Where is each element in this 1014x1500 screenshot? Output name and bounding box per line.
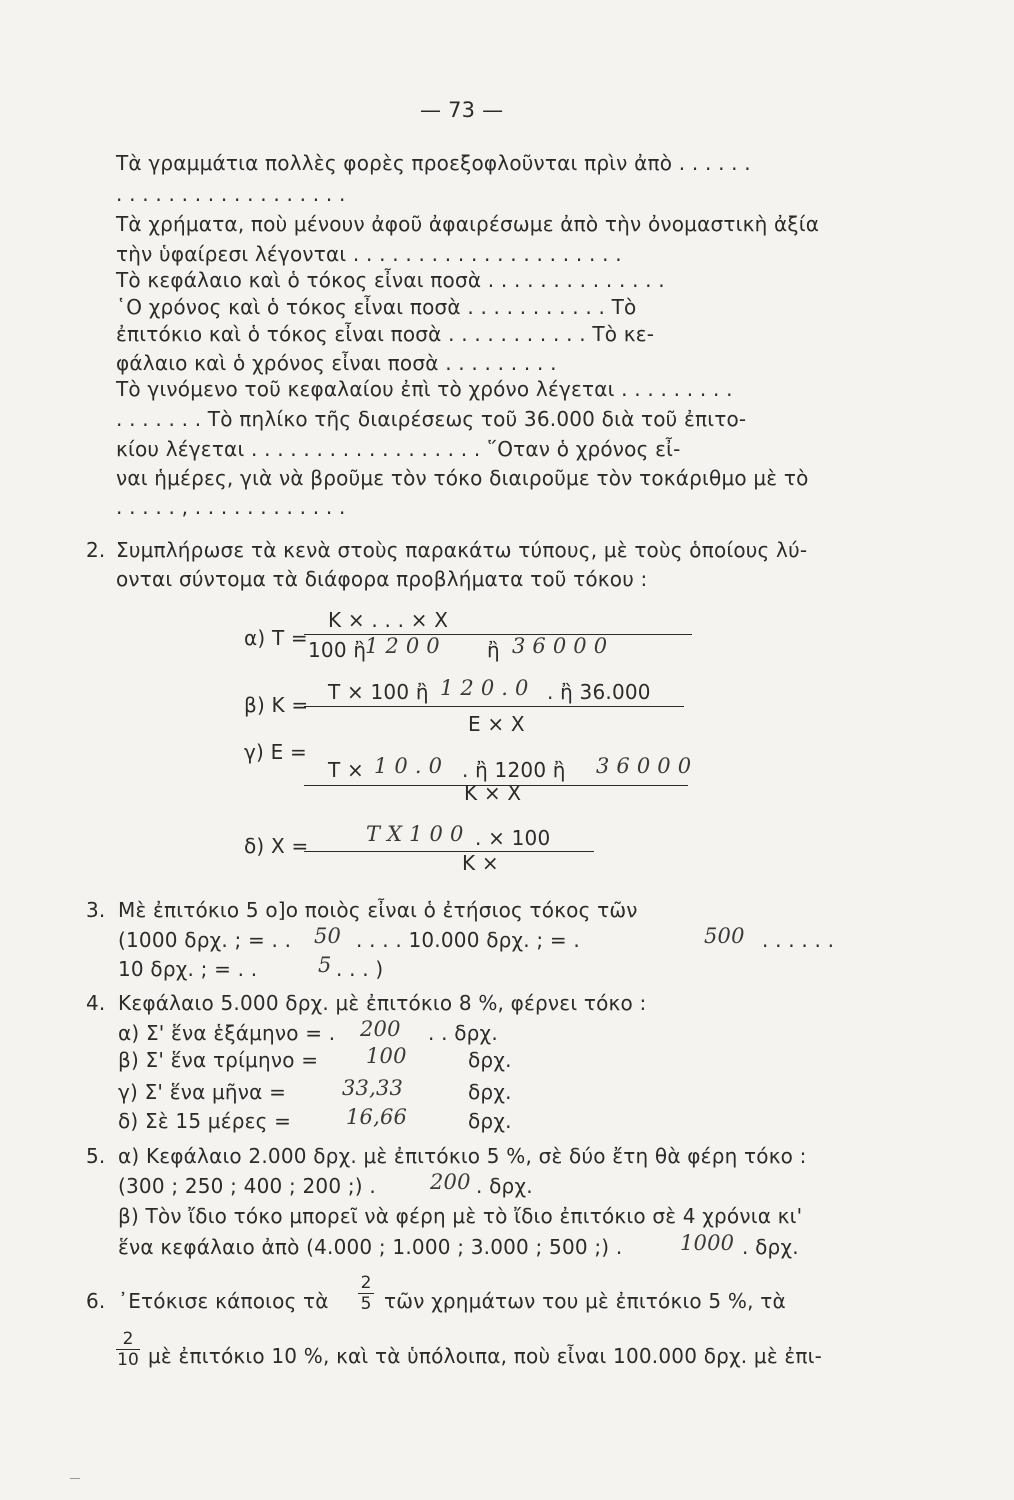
formula-d-handwritten: T X 1 0 0 [366, 822, 464, 846]
q3-line-2-mid: . . . . 10.000 δρχ. ; = . [356, 928, 580, 952]
q4-c-answer: 33,33 [342, 1076, 404, 1100]
formula-a-handwritten-1: 1 2 0 0 [365, 634, 440, 658]
formula-d-label: δ) Χ = [244, 834, 309, 858]
q2-number: 2. [86, 538, 106, 562]
q3-answer-10: 5 [318, 953, 332, 977]
formula-a-denominator: 100 ἢ [308, 638, 367, 662]
q4-b-answer: 100 [366, 1044, 407, 1068]
q4-d-answer: 16,66 [346, 1105, 408, 1129]
q5-answer-a: 200 [430, 1170, 471, 1194]
q3-line-2-start: (1000 δρχ. ; = . . [118, 928, 292, 952]
q4-b-unit: δρχ. [468, 1048, 512, 1072]
q6-line-2: μὲ ἐπιτόκιο 10 %, καὶ τὰ ὑπόλοιπα, ποὺ εἶναι 100.000 δρχ. μὲ ἐπι- [148, 1344, 823, 1368]
q3-number: 3. [86, 898, 106, 922]
q4-line-1: Κεφάλαιο 5.000 δρχ. μὲ ἐπιτόκιο 8 %, φέρνει τόκο : [118, 991, 647, 1015]
q5-line-4-start: ἕνα κεφάλαιο ἀπὸ (4.000 ; 1.000 ; 3.000 ; 500 ;) . [118, 1235, 623, 1259]
q3-answer-1000: 50 [314, 924, 342, 948]
intro-line-2: . . . . . . . . . . . . . . . . . . [116, 182, 346, 206]
intro-line-12: ναι ἡμέρες, γιὰ νὰ βροῦμε τὸν τόκο διαιροῦμε τὸν τοκάριθμο μὲ τὸ [116, 466, 809, 490]
q6-fraction-two-tenths [116, 1330, 140, 1369]
q4-d-text: δ) Σὲ 15 μέρες = [118, 1109, 292, 1133]
formula-a-numerator: Κ × . . . × Χ [328, 608, 449, 632]
formula-d-denominator: Κ × [462, 851, 499, 875]
formula-a-label: α) Τ = [244, 626, 308, 650]
formula-b-numerator: Τ × 100 ἢ [328, 680, 429, 704]
q6-fraction-1-denominator: 5 [360, 1294, 372, 1314]
formula-a-fraction-bar [304, 634, 692, 635]
intro-line-4: τὴν ὑφαίρεσι λέγονται . . . . . . . . . . . . . . . . . . . . . [116, 242, 622, 266]
q6-fraction-two-fifths [358, 1274, 374, 1313]
q5-line-2-start: (300 ; 250 ; 400 ; 200 ;) . [118, 1174, 376, 1198]
q6-fraction-2-numerator: 2 [122, 1329, 134, 1349]
intro-line-11: κίου λέγεται . . . . . . . . . . . . . . . . . . ῞Οταν ὁ χρόνος εἶ- [116, 437, 681, 461]
intro-line-10: . . . . . . . Τὸ πηλίκο τῆς διαιρέσεως τοῦ 36.000 διὰ τοῦ ἐπιτο- [116, 407, 747, 431]
intro-line-3: Τὰ χρήματα, ποὺ μένουν ἀφοῦ ἀφαιρέσωμε ἀπὸ τὴν ὀνομαστικὴ ἀξία [116, 212, 820, 236]
formula-c-handwritten-1: 1 0 . 0 [374, 754, 443, 778]
intro-line-1: Τὰ γραμμάτια πολλὲς φορὲς προεξοφλοῦνται πρὶν ἀπὸ . . . . . . [116, 151, 751, 175]
q5-line-3: β) Τὸν ἴδιο τόκο μπορεῖ νὰ φέρη μὲ τὸ ἴδιο ἐπιτόκιο σὲ 4 χρόνια κι' [118, 1204, 803, 1228]
formula-b-fraction-bar [304, 706, 684, 707]
formula-b-label: β) Κ = [244, 693, 309, 717]
q6-fraction-1-numerator: 2 [360, 1273, 372, 1293]
q4-a-unit: . . δρχ. [428, 1021, 498, 1045]
formula-d-fraction-bar [304, 851, 594, 852]
formula-b-numerator-end: . ἢ 36.000 [547, 680, 651, 704]
q4-c-text: γ) Σ' ἕνα μῆνα = [118, 1080, 287, 1104]
page-number: — 73 — [420, 98, 504, 122]
q3-line-1: Μὲ ἐπιτόκιο 5 o]o ποιὸς εἶναι ὁ ἐτήσιος τόκος τῶν [118, 898, 638, 922]
q2-line-2: ονται σύντομα τὰ διάφορα προβλήματα τοῦ τόκου : [116, 567, 648, 591]
q6-line-1-end: τῶν χρημάτων του μὲ ἐπιτόκιο 5 %, τὰ [384, 1289, 786, 1313]
q6-number: 6. [86, 1289, 106, 1313]
q3-line-2-end: . . . . . . [762, 928, 835, 952]
formula-c-label: γ) Ε = [244, 740, 307, 764]
formula-c-handwritten-2: 3 6 0 0 0 [596, 754, 692, 778]
formula-b-denominator: Ε × Χ [468, 712, 525, 736]
formula-c-denominator: Κ × Χ [464, 781, 522, 805]
q5-number: 5. [86, 1144, 106, 1168]
formula-a-handwritten-2: 3 6 0 0 0 [512, 634, 608, 658]
intro-line-8: φάλαιο καὶ ὁ χρόνος εἶναι ποσὰ . . . . . . . . . [116, 351, 557, 375]
q5-answer-b: 1000 [680, 1231, 735, 1255]
q3-line-3-start: 10 δρχ. ; = . . [118, 957, 258, 981]
q4-d-unit: δρχ. [468, 1109, 512, 1133]
q5-line-1: α) Κεφάλαιο 2.000 δρχ. μὲ ἐπιτόκιο 5 %, σὲ δύο ἔτη θὰ φέρη τόκο : [118, 1144, 807, 1168]
q5-line-4-end: . δρχ. [742, 1235, 799, 1259]
q6-line-1-start: ᾿Ετόκισε κάποιος τὰ [118, 1289, 329, 1313]
formula-a-or: ἢ [487, 638, 500, 662]
intro-line-13: . . . . . , . . . . . . . . . . . . [116, 495, 346, 519]
q6-fraction-2-denominator: 10 [117, 1350, 139, 1370]
intro-line-6: ῾Ο χρόνος καὶ ὁ τόκος εἶναι ποσὰ . . . . . . . . . . . Τὸ [116, 295, 637, 319]
margin-mark [70, 1478, 80, 1479]
intro-line-7: ἐπιτόκιο καὶ ὁ τόκος εἶναι ποσὰ . . . . . . . . . . . Τὸ κε- [116, 322, 655, 346]
q4-a-text: α) Σ' ἕνα ἑξάμηνο = . [118, 1021, 336, 1045]
q4-number: 4. [86, 991, 106, 1015]
q5-line-2-end: . δρχ. [476, 1174, 533, 1198]
formula-c-numerator: Τ × [328, 758, 364, 782]
formula-c-numerator-mid: . ἢ 1200 ἢ [462, 758, 566, 782]
q3-answer-10000: 500 [704, 924, 745, 948]
formula-d-numerator: . × 100 [475, 826, 551, 850]
formula-b-handwritten: 1 2 0 . 0 [440, 676, 529, 700]
q4-b-text: β) Σ' ἕνα τρίμηνο = [118, 1048, 319, 1072]
q4-a-answer: 200 [360, 1017, 401, 1041]
intro-line-9: Τὸ γινόμενο τοῦ κεφαλαίου ἐπὶ τὸ χρόνο λέγεται . . . . . . . . . [116, 377, 733, 401]
intro-line-5: Τὸ κεφάλαιο καὶ ὁ τόκος εἶναι ποσὰ . . . . . . . . . . . . . . [116, 268, 665, 292]
q2-line-1: Συμπλήρωσε τὰ κενὰ στοὺς παρακάτω τύπους, μὲ τοὺς ὁποίους λύ- [116, 538, 808, 562]
q3-line-3-end: . . . ) [336, 957, 384, 981]
q4-c-unit: δρχ. [468, 1080, 512, 1104]
